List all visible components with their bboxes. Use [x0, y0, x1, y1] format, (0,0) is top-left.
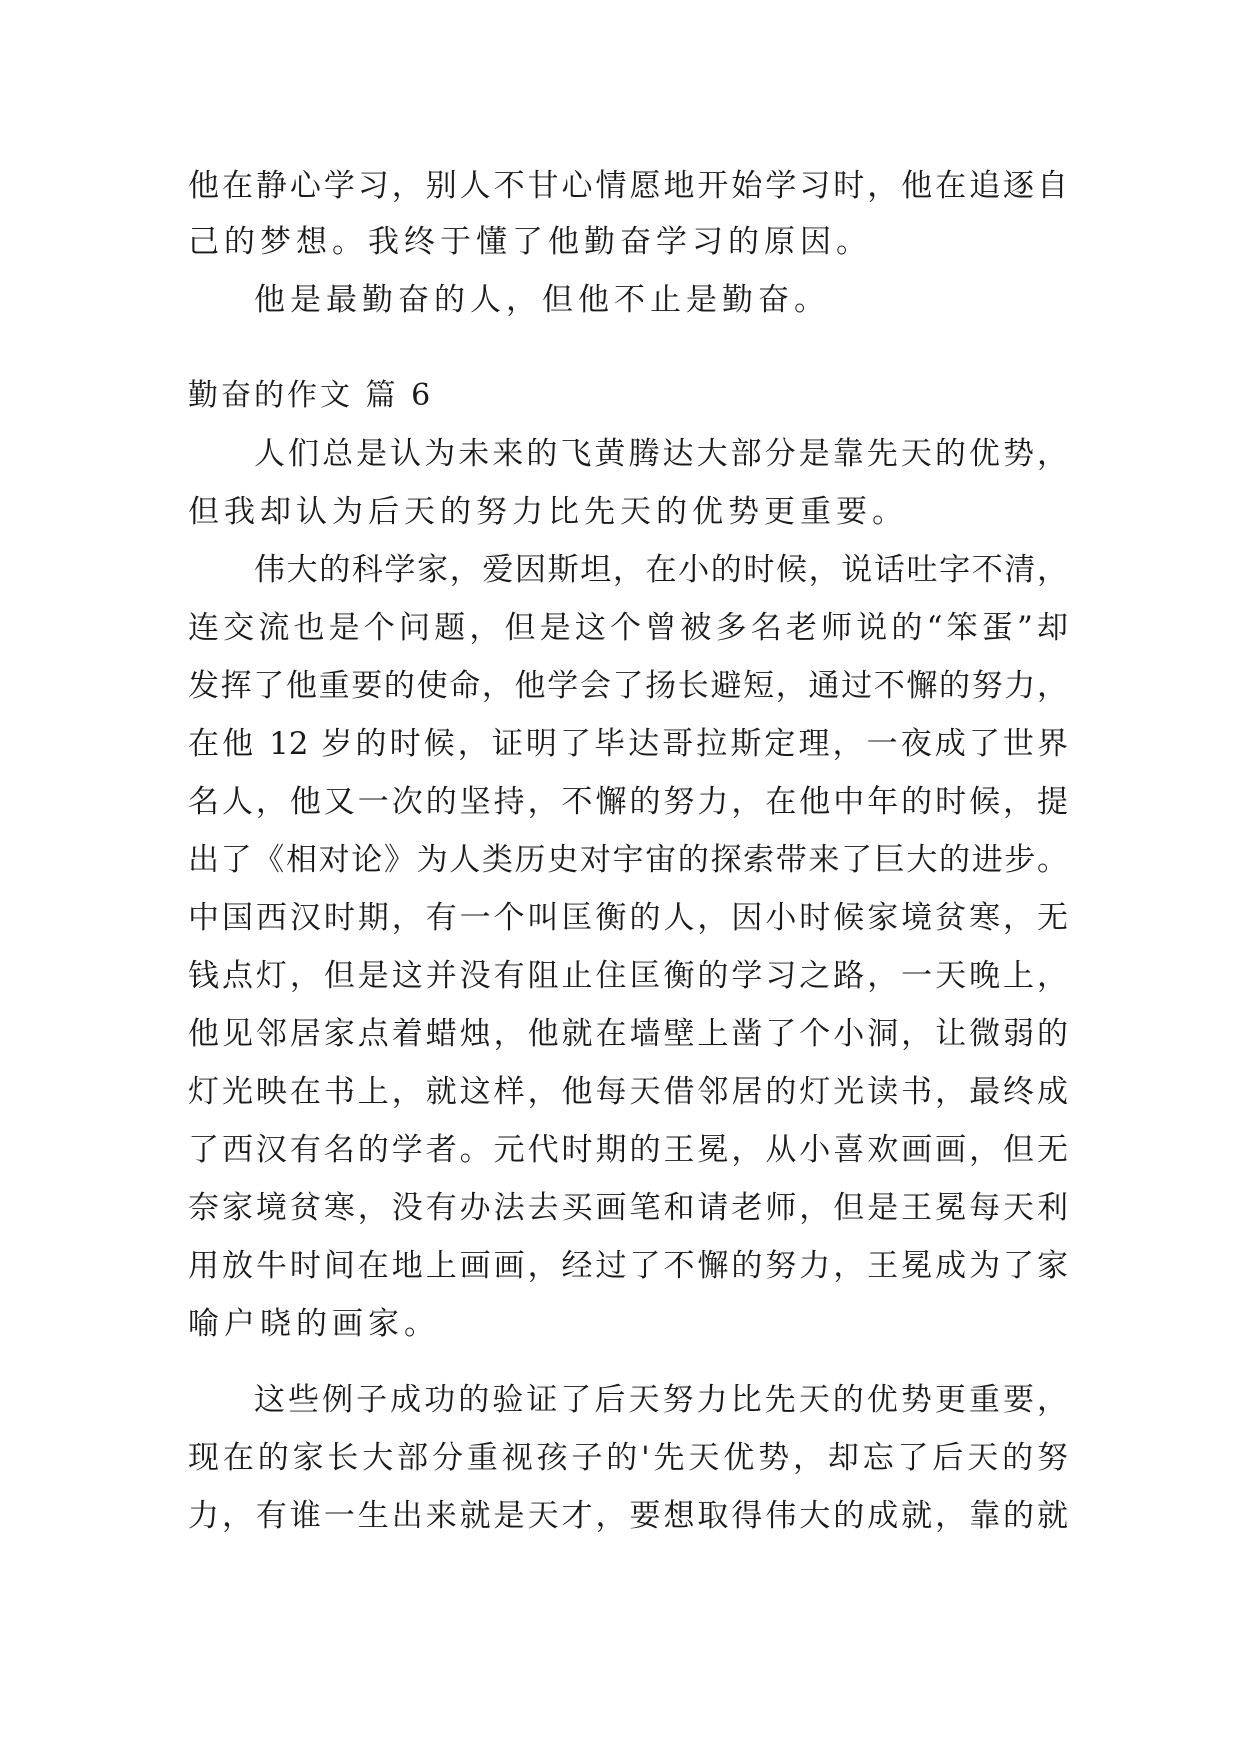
paragraph-line: 名人，他又一次的坚持，不懈的努力，在他中年的时候，提 [188, 784, 1068, 820]
paragraph-line: 己的梦想。我终于懂了他勤奋学习的原因。 [188, 224, 872, 260]
paragraph-line: 出了《相对论》为人类历史对宇宙的探索带来了巨大的进步。 [188, 842, 1068, 878]
paragraph-line: 他在静心学习，别人不甘心情愿地开始学习时，他在追逐自 [188, 168, 1068, 204]
paragraph-line: 在他 12 岁的时候，证明了毕达哥拉斯定理，一夜成了世界 [188, 726, 1068, 762]
section-heading: 勤奋的作文 篇 6 [188, 378, 434, 413]
paragraph-line: 他是最勤奋的人，但他不止是勤奋。 [254, 282, 830, 318]
paragraph-line: 灯光映在书上，就这样，他每天借邻居的灯光读书，最终成 [188, 1074, 1068, 1110]
paragraph-line: 伟大的科学家，爱因斯坦，在小的时候，说话吐字不清， [254, 552, 1068, 588]
paragraph-line: 发挥了他重要的使命，他学会了扬长避短，通过不懈的努力， [188, 668, 1068, 704]
paragraph-line: 连交流也是个问题，但是这个曾被多名老师说的“笨蛋”却 [188, 610, 1068, 646]
paragraph-line: 力，有谁一生出来就是天才，要想取得伟大的成就，靠的就 [188, 1498, 1068, 1534]
paragraph-line: 喻户晓的画家。 [188, 1306, 440, 1342]
paragraph-line: 但我却认为后天的努力比先天的优势更重要。 [188, 494, 908, 530]
paragraph-line: 了西汉有名的学者。元代时期的王冕，从小喜欢画画，但无 [188, 1132, 1068, 1168]
paragraph-line: 中国西汉时期，有一个叫匡衡的人，因小时候家境贫寒，无 [188, 900, 1068, 936]
paragraph-line: 人们总是认为未来的飞黄腾达大部分是靠先天的优势， [254, 436, 1068, 472]
paragraph-line: 他见邻居家点着蜡烛，他就在墙壁上凿了个小洞，让微弱的 [188, 1016, 1068, 1052]
paragraph-line: 钱点灯，但是这并没有阻止住匡衡的学习之路，一天晚上， [188, 958, 1068, 994]
paragraph-line: 现在的家长大部分重视孩子的'先天优势，却忘了后天的努 [188, 1440, 1068, 1476]
paragraph-line: 奈家境贫寒，没有办法去买画笔和请老师，但是王冕每天利 [188, 1190, 1068, 1226]
paragraph-line: 这些例子成功的验证了后天努力比先天的优势更重要， [254, 1382, 1068, 1418]
paragraph-line: 用放牛时间在地上画画，经过了不懈的努力，王冕成为了家 [188, 1248, 1068, 1284]
